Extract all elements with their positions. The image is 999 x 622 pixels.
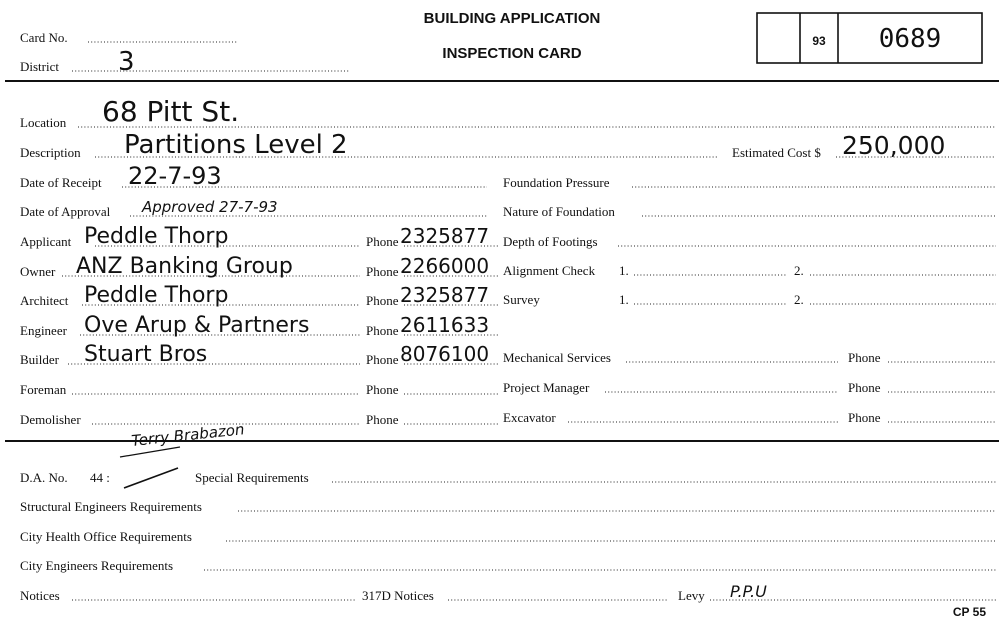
signature-flourish (120, 447, 180, 457)
mechanical-services-label: Mechanical Services (503, 350, 611, 365)
nature-of-foundation-label: Nature of Foundation (503, 204, 615, 219)
district-label: District (20, 59, 59, 74)
owner-phone-value: 2266000 (400, 254, 490, 278)
excavator-label: Excavator (503, 410, 556, 425)
structural-requirements-label: Structural Engineers Requirements (20, 499, 202, 514)
da-no-stroke (124, 468, 178, 488)
engineer-phone-label: Phone (366, 323, 399, 338)
builder-value: Stuart Bros (84, 342, 208, 367)
location-label: Location (20, 115, 67, 130)
date-of-receipt-value: 22-7-93 (128, 162, 222, 190)
engineer-label: Engineer (20, 323, 67, 338)
applicant-value: Peddle Thorp (84, 224, 229, 249)
notices-label: Notices (20, 588, 60, 603)
signature: Terry Brabazon (130, 420, 246, 450)
date-of-receipt-label: Date of Receipt (20, 175, 102, 190)
applicant-phone-label: Phone (366, 234, 399, 249)
owner-value: ANZ Banking Group (76, 254, 293, 279)
builder-phone-value: 8076100 (400, 342, 490, 366)
alignment-check-1: 1. (619, 263, 629, 278)
special-requirements-label: Special Requirements (195, 470, 309, 485)
survey-label: Survey (503, 292, 540, 307)
demolisher-phone-label: Phone (366, 412, 399, 427)
architect-label: Architect (20, 293, 69, 308)
survey-1: 1. (619, 292, 629, 307)
alignment-check-label: Alignment Check (503, 263, 596, 278)
estimated-cost-label: Estimated Cost $ (732, 145, 821, 160)
city-engineers-requirements-label: City Engineers Requirements (20, 558, 174, 573)
foreman-label: Foreman (20, 382, 67, 397)
architect-phone-value: 2325877 (400, 283, 490, 307)
date-of-approval-label: Date of Approval (20, 204, 111, 219)
applicant-label: Applicant (20, 234, 72, 249)
excavator-phone-label: Phone (848, 410, 881, 425)
levy-value: P.P.U (730, 582, 767, 601)
engineer-value: Ove Arup & Partners (84, 313, 310, 338)
form-title-line2: INSPECTION CARD (442, 45, 582, 62)
alignment-check-2: 2. (794, 263, 804, 278)
district-value: 3 (118, 47, 135, 77)
survey-2: 2. (794, 292, 804, 307)
date-of-approval-value: Approved 27-7-93 (142, 198, 278, 216)
mechanical-services-phone-label: Phone (848, 350, 881, 365)
engineer-phone-value: 2611633 (400, 313, 490, 337)
da-no-value: 44 : (90, 470, 110, 485)
demolisher-label: Demolisher (20, 412, 81, 427)
project-manager-label: Project Manager (503, 380, 590, 395)
parties-list (20, 224, 500, 427)
form-code: CP 55 (952, 605, 986, 619)
city-health-requirements-label: City Health Office Requirements (20, 529, 192, 544)
builder-phone-label: Phone (366, 352, 399, 367)
architect-value: Peddle Thorp (84, 283, 229, 308)
description-value: Partitions Level 2 (124, 130, 348, 160)
depth-of-footings-label: Depth of Footings (503, 234, 598, 249)
levy-label: Levy (678, 588, 705, 603)
form-title-line1: BUILDING APPLICATION (423, 10, 601, 27)
applicant-phone-value: 2325877 (400, 224, 490, 248)
card-number-box (757, 13, 982, 63)
da-no-label: D.A. No. (20, 470, 68, 485)
project-manager-phone-label: Phone (848, 380, 881, 395)
builder-label: Builder (20, 352, 59, 367)
architect-phone-label: Phone (366, 293, 399, 308)
location-value: 68 Pitt St. (102, 95, 240, 128)
317d-notices-label: 317D Notices (362, 588, 434, 603)
description-label: Description (20, 145, 81, 160)
estimated-cost-value: 250,000 (842, 131, 946, 160)
foundation-pressure-label: Foundation Pressure (503, 175, 610, 190)
card-number: 0689 (878, 24, 942, 54)
card-no-label: Card No. (20, 30, 68, 45)
owner-label: Owner (20, 264, 56, 279)
owner-phone-label: Phone (366, 264, 399, 279)
card-year: 93 (812, 34, 826, 48)
foreman-phone-label: Phone (366, 382, 399, 397)
